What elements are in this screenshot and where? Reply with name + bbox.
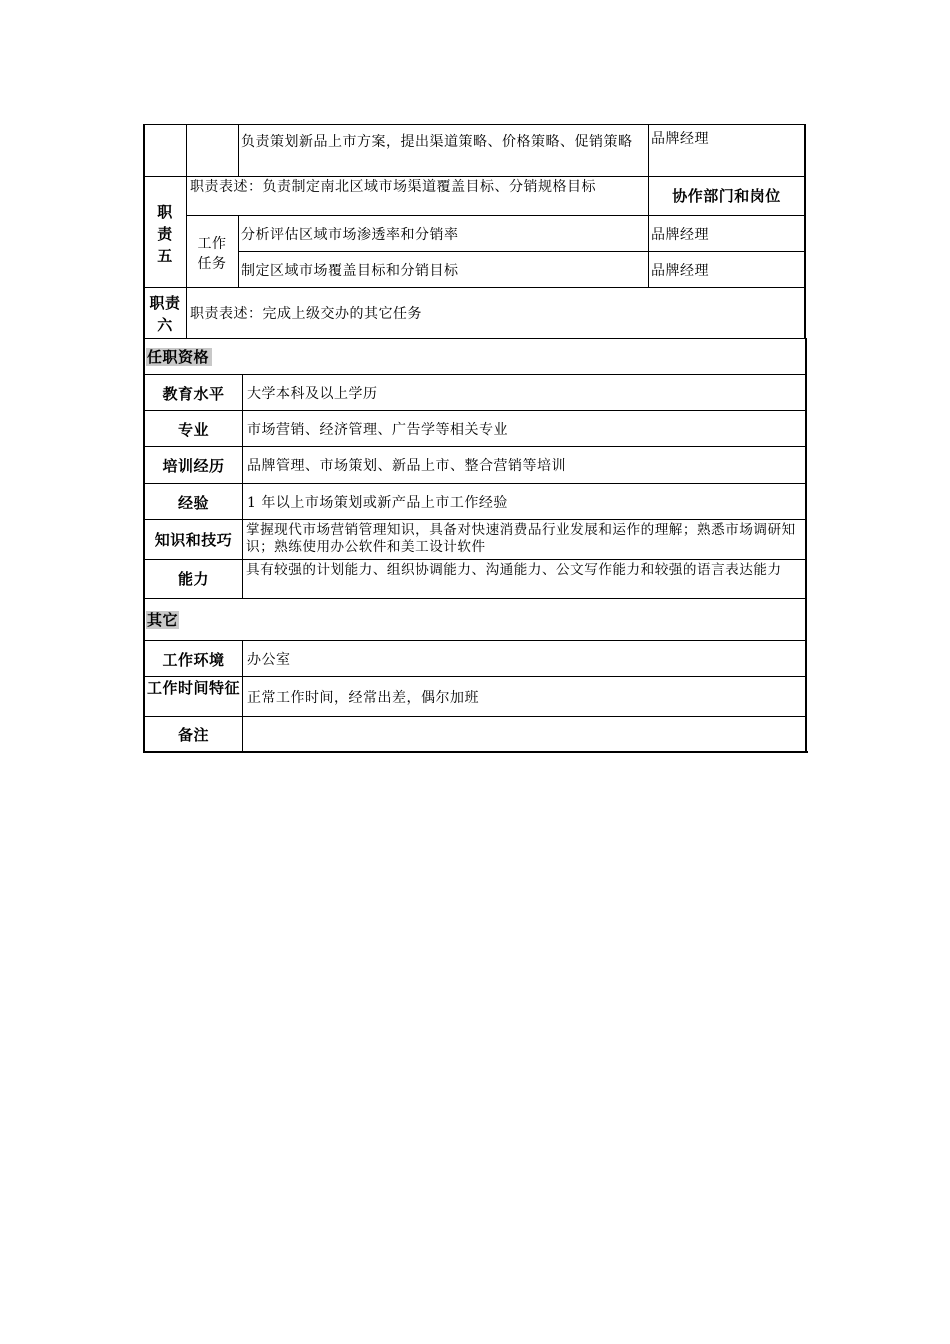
work-task-label: 工作任务: [197, 236, 227, 272]
knowledge-value: 掌握现代市场营销管理知识，具备对快速消费品行业发展和运作的理解；熟悉市场调研知识；熟练使用办公软件和美工设计软件: [246, 522, 796, 555]
education-value: 大学本科及以上学历: [247, 386, 378, 402]
duty-five-task-2: 制定区域市场覆盖目标和分销目标: [241, 263, 459, 279]
experience-label: 经验: [177, 494, 209, 512]
ability-value: 具有较强的计划能力、组织协调能力、沟通能力、公文写作能力和较强的语言表达能力: [246, 562, 782, 578]
duty-five-description: 职责表述：负责制定南北区域市场渠道覆盖目标、分销规格目标: [190, 179, 596, 195]
duty-five-task-1: 分析评估区域市场渗透率和分销率: [241, 227, 459, 243]
duty-six-label: 职责六: [149, 294, 181, 334]
work-time-value: 正常工作时间，经常出差，偶尔加班: [247, 690, 479, 706]
qualifications-header: 任职资格: [147, 348, 210, 366]
duty-six-description: 职责表述：完成上级交办的其它任务: [190, 306, 422, 322]
major-label: 专业: [177, 421, 209, 439]
coop-dept-header: 协作部门和岗位: [672, 187, 781, 205]
experience-value: 1 年以上市场策划或新产品上市工作经验: [247, 495, 508, 511]
work-time-label: 工作时间特征: [147, 679, 241, 697]
duty-five-task-2-dept: 品牌经理: [651, 263, 709, 279]
education-label: 教育水平: [162, 385, 225, 403]
ability-label: 能力: [177, 570, 209, 588]
work-environment-label: 工作环境: [162, 651, 225, 669]
task-dept: 品牌经理: [651, 131, 709, 147]
other-header: 其它: [147, 611, 179, 629]
work-environment-value: 办公室: [247, 652, 291, 668]
major-value: 市场营销、经济管理、广告学等相关专业: [247, 422, 508, 438]
training-label: 培训经历: [162, 457, 225, 475]
duty-five-label: 职责五: [157, 203, 173, 265]
training-value: 品牌管理、市场策划、新品上市、整合营销等培训: [247, 458, 566, 474]
task-text: 负责策划新品上市方案，提出渠道策略、价格策略、促销策略: [241, 134, 633, 150]
remarks-label: 备注: [177, 726, 209, 744]
duty-five-task-1-dept: 品牌经理: [651, 227, 709, 243]
knowledge-label: 知识和技巧: [154, 531, 233, 549]
